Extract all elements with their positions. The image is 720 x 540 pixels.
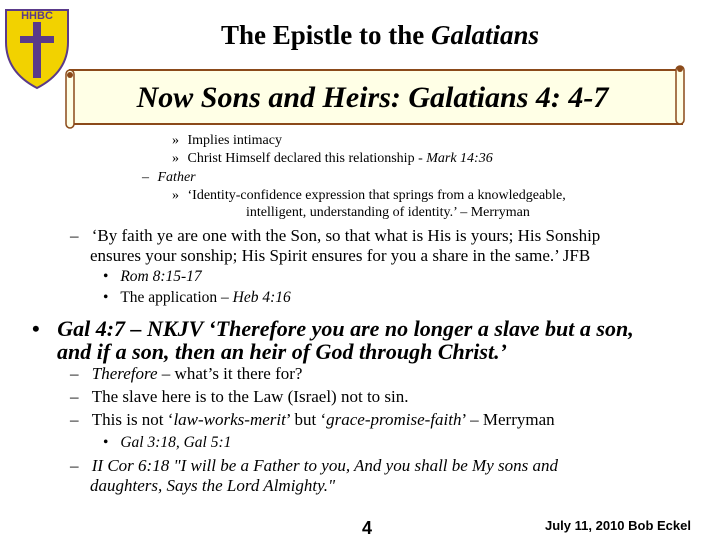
marker: » xyxy=(172,188,179,203)
outline-line-5b: ensures your sonship; His Spirit ensures for you a share in the same.’ JFB xyxy=(90,246,591,265)
marker: – xyxy=(70,364,79,383)
page-number: 4 xyxy=(362,518,373,538)
marker: – xyxy=(70,456,79,475)
outline-line-6 xyxy=(103,268,202,286)
outline-line-11 xyxy=(70,410,555,430)
reference: Mark 14:36 xyxy=(426,151,493,166)
line-text: The application – xyxy=(120,289,233,306)
logo-letters: HHBC xyxy=(21,10,53,22)
outline-line-4b: intelligent, understanding of identity.’ – Merryman xyxy=(246,205,530,220)
marker: » xyxy=(172,133,179,148)
banner-text: Now Sons and Heirs: Galatians 4: 4-7 xyxy=(136,81,609,114)
italic-word: Therefore xyxy=(91,364,158,383)
marker: – xyxy=(70,226,79,245)
outline-line-7 xyxy=(103,289,291,307)
line-text: Rom 8:15-17 xyxy=(120,268,202,285)
outline-line-10 xyxy=(70,387,409,407)
line-text: Gal 3:18, Gal 5:1 xyxy=(120,434,232,451)
footer-date-author: July 11, 2010 Bob Eckel xyxy=(545,518,691,533)
line-text: ‘Identity-confidence expression that springs from a knowledgeable, xyxy=(187,188,566,203)
marker: • xyxy=(103,434,109,451)
outline-line-5 xyxy=(70,226,600,246)
outline-line-3 xyxy=(142,170,196,186)
marker: – xyxy=(70,410,79,429)
line-text: Gal 4:7 – NKJV ‘Therefore you are no longer a slave but a son, xyxy=(57,316,634,341)
outline-line-9 xyxy=(70,364,302,384)
text-pre: This is not ‘ xyxy=(91,410,174,429)
text-post: ’ – Merryman xyxy=(461,410,555,429)
line-text: Christ Himself declared this relationship - xyxy=(187,151,427,166)
reference: Heb 4:16 xyxy=(232,289,291,306)
outline-line-1 xyxy=(172,133,282,149)
italic-phrase-1: law-works-merit xyxy=(173,410,286,429)
line-text: ‘By faith ye are one with the Son, so that what is His is yours; His Sonship xyxy=(91,226,601,245)
marker: » xyxy=(172,151,179,166)
text-mid: ’ but ‘ xyxy=(285,410,327,429)
line-text: – what’s it there for? xyxy=(157,364,303,383)
outline-line-2 xyxy=(172,151,493,167)
outline-line-13b: daughters, Says the Lord Almighty." xyxy=(90,476,336,495)
slide-title xyxy=(0,20,720,51)
marker: – xyxy=(70,387,79,406)
title-main: The Epistle to the xyxy=(220,20,425,50)
marker: • xyxy=(32,316,40,341)
line-text: The slave here is to the Law (Israel) not to sin. xyxy=(91,387,409,406)
outline-line-8b: and if a son, then an heir of God through Christ.’ xyxy=(57,339,507,364)
marker: • xyxy=(103,268,109,285)
line-text: II Cor 6:18 "I will be a Father to you, And you shall be My sons and xyxy=(91,456,558,475)
title-italic: Galatians xyxy=(430,20,540,50)
marker: • xyxy=(103,289,109,306)
italic-phrase-2: grace-promise-faith xyxy=(326,410,462,429)
outline-line-13 xyxy=(70,456,558,476)
line-text: Father xyxy=(157,170,196,185)
line-text: Implies intimacy xyxy=(187,133,282,148)
outline-line-4 xyxy=(172,188,566,204)
marker: – xyxy=(142,170,149,185)
outline-line-12 xyxy=(103,434,231,452)
